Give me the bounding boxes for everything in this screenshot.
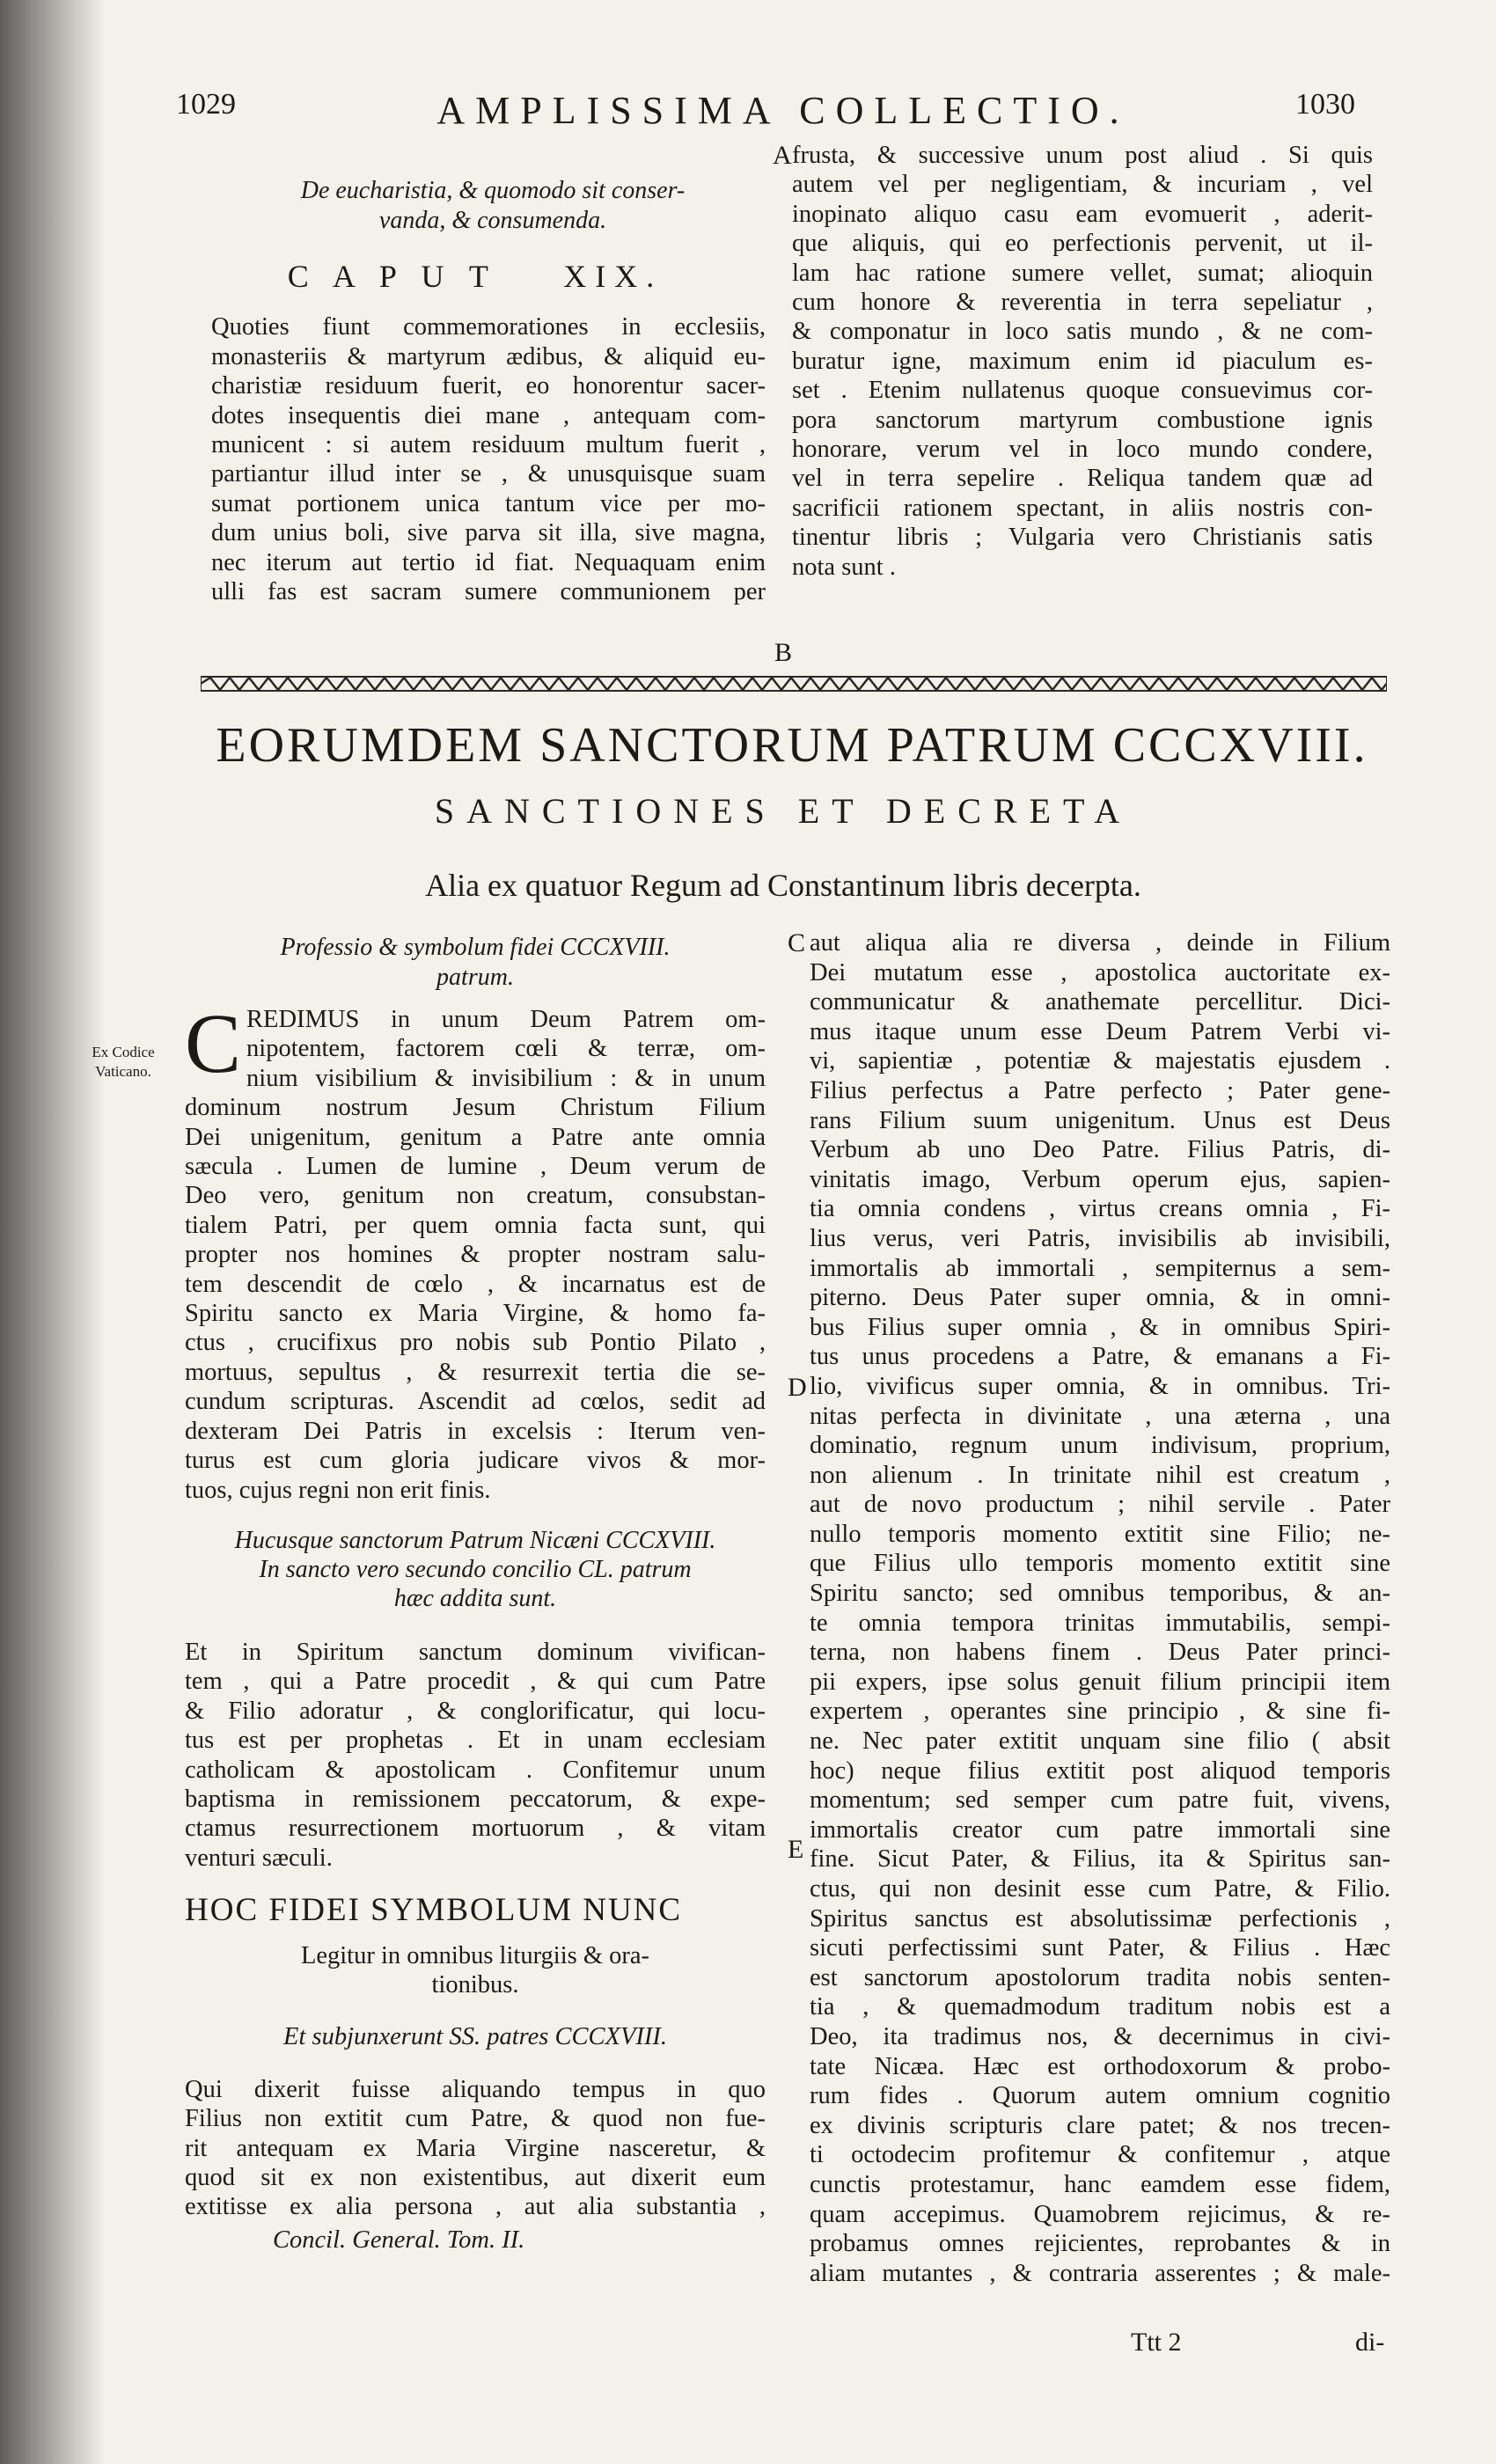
subjunxerunt-heading: Et subjunxerunt SS. patres CCCXVIII. (283, 2023, 667, 2051)
volume-footer: Concil. General. Tom. II. (273, 2226, 525, 2254)
top-left-column (185, 176, 766, 606)
caput-heading: C A P U T XIX. (287, 259, 664, 294)
professio-heading: Professio & symbolum fidei CCCXVIII. patrum. (280, 934, 671, 991)
hoc-fidei-heading: HOC FIDEI SYMBOLUM NUNC (185, 1892, 683, 1929)
lower-right-column: aut aliqua alia re diversa , deinde in Filium Dei mutatum esse , apostolica auctoritate ex- communicatur & anathemate percellitur. Dici- mus itaque unum esse Deum Patrem Verbi vi- vi, sapientiæ , potentiæ & majestatis ejusdem . Filius perfectus a Patre perfecto ; Pater gene- rans Filium suum unigenitum. Unus est Deus Verbum ab uno Deo Patre. Filius Patris, di- vinitatis imago, Verbum operum ejus, sapien- tia omnia condens , virtus creans omnia , Fi- lius verus, veri Patris, invisibilis ab invisibili, immortalis ab immortali , sempiternus a sem- piterno. Deus Pater super omnia, & in omni- bus Filius super omnia , & in omnibus Spiri- tus unus procedens a Patre, & emanans a Fi- lio, vivificus super omnia, & in omnibus. Tri- nitas perfecta in divinitate , una æterna , una dominatio, regnum unum indivisum, proprium, non alienum . In trinitate nihil est creatum , aut de novo productum ; nihil servile . Pater nullo temporis momento extitit sine Filio; ne- que Filius ullo temporis momento extitit sine Spiritu sancto; sed omnibus temporibus, & an- te omnia tempora trinitas immutabilis, sempi- terna, non habens finem . Deus Pater princi- pii expers, ipse solus genuit filium principii item expertem , operantes sine principio , & sine fi- ne. Nec pater extitit unquam sine filio ( absit hoc) neque filius extitit post aliquod temporis momentum; sed semper cum patre fuit, vivens, immortalis creator cum patre immortali sine fine. Sicut Pater, & Filius, ita & Spiritus san- ctus, qui non desinit esse cum Patre, & Filio. Spiritus sanctus est absolutissimæ perfectionis , sicuti perfectissimi sunt Pater, & Filius . Hæc est sanctorum apostolorum tradita nobis senten- tia , & quemadmodum traditum nobis est a Deo, ita tradimus nos, & decernimus in civi- tate Nicæa. Hæc est orthodoxorum & probo- rum fides . Quorum autem omnium cognitio ex divinis scripturis clare patet; & nos trecen- ti octodecim profitemur & confitemur , atque cunctis protestamur, hanc eamdem esse fidem, quam accepimus. Quamobrem rejicimus, & re- probamus omnes rejicientes, reprobantes & in aliam mutantes , & contraria asserentes ; & male- (810, 929, 1390, 2287)
nicaeni-note: Hucusque sanctorum Patrum Nicæni CCCXVIII. In sancto vero secundo concilio CL. patrum hæc addita sunt. (234, 1526, 716, 1612)
section-subsubtitle: Alia ex quatuor Regum ad Constantinum libris decerpta. (425, 868, 1141, 903)
lower-left-column (185, 933, 766, 2255)
qui-text: Qui dixerit fuisse aliquando tempus in quo Filius non extitit cum Patre, & quod non fue- rit antequam ex Maria Virgine nasceretur, & quod sit ex non existentibus, aut dixerit eum extitisse ex alia persona , aut alia substantia , (185, 2075, 766, 2221)
margin-letter-d: D (788, 1373, 807, 1402)
chapter-subtitle: De eucharistia, & quomodo sit conser- vanda, & consumenda. (300, 177, 686, 234)
top-right-column: frusta, & successive unum post aliud . Si quis autem vel per negligentiam, & incuriam , vel inopinato aliquo casu eam evomuerit , aderit- que aliquis, qui eo perfectionis pervenit, ut il- lam hac ratione sumere vellet, sumat; alioquin cum honore & reverentia in terra sepeliatur , & componatur in loco satis mundo , & ne com- buratur igne, maximum enim id piaculum es- set . Etenim nullatenus quoque consuevimus cor- pora sanctorum martyrum combustione ignis honorare, verum vel in loco mundo condere, vel in terra sepelire . Reliqua tandem quæ ad sacrificii rationem spectant, in aliis nostris con- tinentur libris ; Vulgaria vero Christianis satis nota sunt . (792, 142, 1373, 581)
spiritu-text: Et in Spiritum sanctum dominum vivifican- tem , qui a Patre procedit , & qui cum Patre & Filio adoratur , & conglorificatur, qui locu- tus est per prophetas . Et in unam ecclesiam catholicam & apostolicam . Confitemur unum baptisma in remissionem peccatorum, & expe- ctamus resurrectionem mortuorum , & vitam venturi sæculi. (185, 1638, 766, 1872)
left-page-number: 1029 (176, 88, 236, 121)
creed-text: C REDIMUS in unum Deum Patrem om- nipotentem, factorem cœli & terræ, om- nium visibilium & invisibilium : & in unum dominum nostrum Jesum Christum Filium Dei unigenitum, genitum a Patre ante omnia sæcula . Lumen de lumine , Deum verum de Deo vero, genitum non creatum, consubstan- tialem Patri, per quem omnia facta sunt, qui propter nos homines & propter nostram salu- tem descendit de cœlo , & incarnatus est de Spiritu sancto ex Maria Virgine, & homo fa- ctus , crucifixus pro nobis sub Pontio Pilato , mortuus, sepultus , & resurrexit tertia die se- cundum scripturas. Ascendit ad cœlos, sedit ad dexteram Dei Patris in excelsis : Iterum ven- turus est cum gloria judicare vivos & mor- tuos, cujus regni non erit finis. (185, 996, 766, 1504)
section-subtitle: SANCTIONES ET DECRETA (434, 791, 1133, 831)
right-page-number: 1030 (1295, 88, 1355, 121)
running-title: AMPLISSIMA COLLECTIO. (436, 89, 1130, 132)
signature-mark: Ttt 2 (1131, 2328, 1182, 2357)
margin-letter-c: C (788, 928, 806, 957)
margin-letter-a: A (773, 141, 792, 170)
ornamental-rule (201, 673, 1387, 694)
margin-note: Ex Codice Vaticano. (92, 1044, 155, 1080)
drop-cap: C (185, 996, 242, 1090)
legitur-line: Legitur in omnibus liturgiis & ora- tionibus. (300, 1941, 650, 1998)
margin-letter-e: E (788, 1835, 804, 1864)
margin-letter-b: B (774, 638, 793, 667)
catchword: di- (1355, 2328, 1385, 2357)
caput-body: Quoties fiunt commemorationes in ecclesiis, monasteriis & martyrum ædibus, & aliquid eu- charistiæ residuum fuerit, eo honorentur sacer- dotes insequentis diei mane , antequam com- municent : si autem residuum multum fuerit , partiantur illud inter se , & unusquisque suam sumat portionem unica tantum vice per mo- dum unius boli, sive parva sit illa, sive magna, nec iterum aut tertio id fiat. Nequaquam enim ulli fas est sacram sumere communionem per (211, 313, 766, 606)
section-title: EORUMDEM SANCTORUM PATRUM CCCXVIII. (216, 718, 1368, 773)
